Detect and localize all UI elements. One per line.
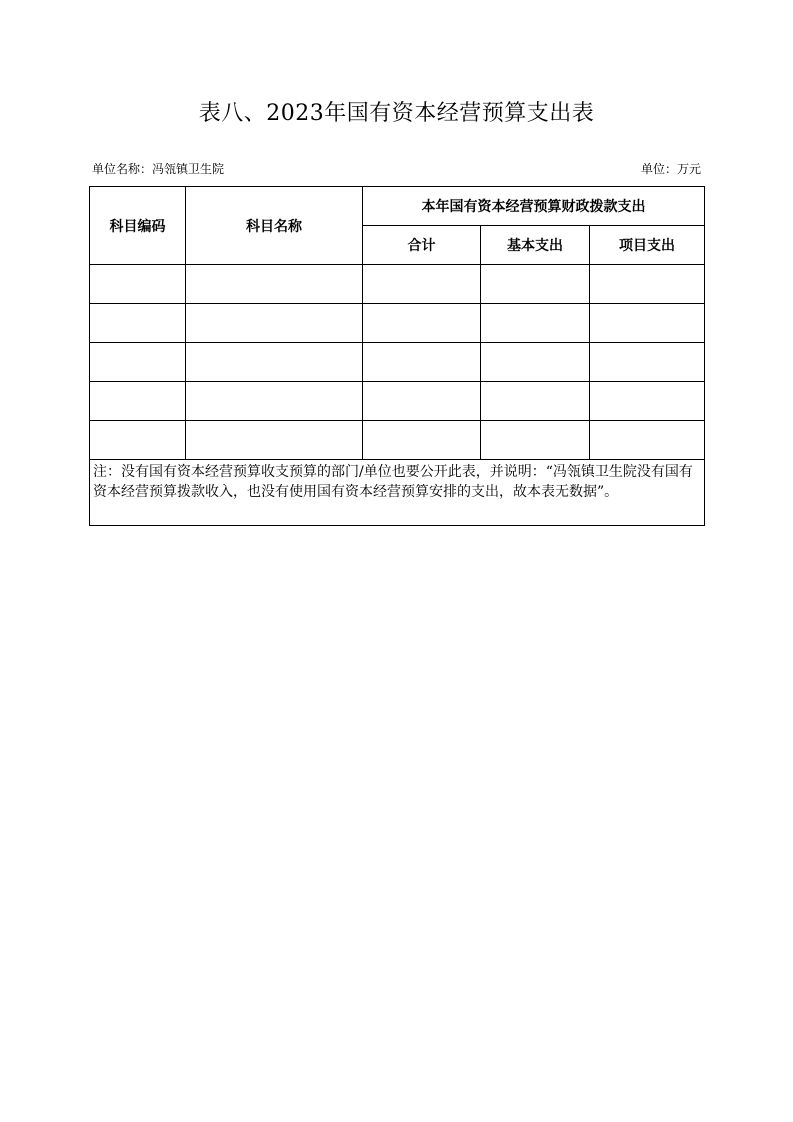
header-project: 项目支出 [590,226,705,265]
cell-basic [481,382,590,421]
table-row [90,421,705,460]
header-group: 本年国有资本经营预算财政拨款支出 [363,187,705,226]
unit-name: 单位名称：冯瓴镇卫生院 [92,162,225,176]
cell-total [363,343,481,382]
cell-basic [481,265,590,304]
header-total: 合计 [363,226,481,265]
cell-project [590,421,705,460]
cell-project [590,343,705,382]
header-row-1 [90,187,705,226]
cell-name [186,421,363,460]
table-row [90,343,705,382]
budget-table [89,186,705,526]
cell-total [363,382,481,421]
note-row [90,460,705,526]
cell-total [363,304,481,343]
header-code: 科目编码 [90,187,186,265]
cell-code [90,304,186,343]
unit-label: 单位：万元 [640,162,701,176]
cell-code [90,382,186,421]
cell-project [590,265,705,304]
cell-basic [481,421,590,460]
cell-name [186,304,363,343]
cell-project [590,382,705,421]
cell-total [363,421,481,460]
cell-name [186,382,363,421]
cell-project [590,304,705,343]
cell-code [90,421,186,460]
table-row [90,382,705,421]
cell-total [363,265,481,304]
header-basic: 基本支出 [481,226,590,265]
cell-code [90,343,186,382]
cell-basic [481,304,590,343]
cell-name [186,343,363,382]
table-note: 注：没有国有资本经营预算收支预算的部门/单位也要公开此表，并说明：“冯瓴镇卫生院没有国有资本经营预算拨款收入，也没有使用国有资本经营预算安排的支出，故本表无数据”。 [90,460,705,526]
cell-code [90,265,186,304]
table-row [90,304,705,343]
cell-basic [481,343,590,382]
cell-name [186,265,363,304]
header-name: 科目名称 [186,187,363,265]
table-row [90,265,705,304]
page-title: 表八、2023年国有资本经营预算支出表 [198,101,595,126]
